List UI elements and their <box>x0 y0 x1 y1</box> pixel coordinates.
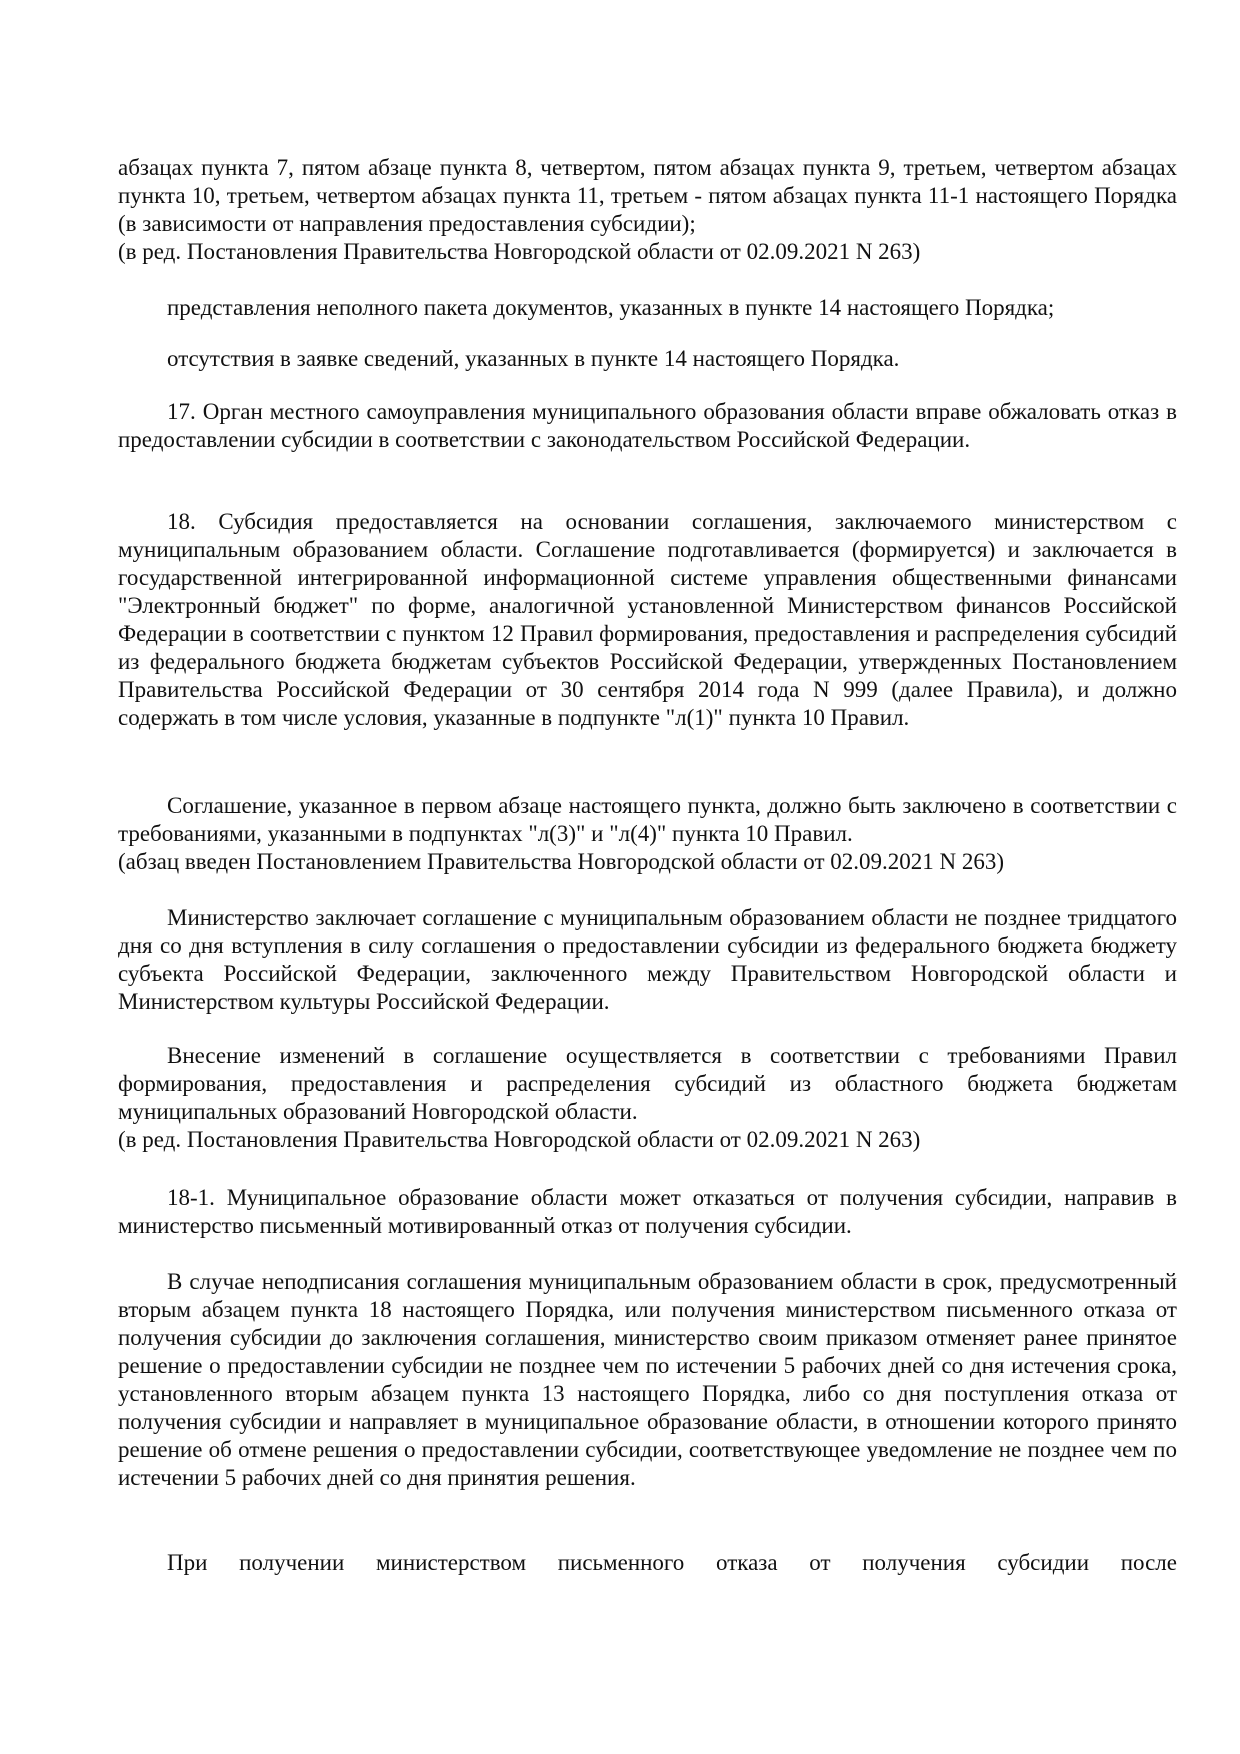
amendment-note: (в ред. Постановления Правительства Новгородской области от 02.09.2021 N 263) <box>118 239 921 264</box>
paragraph-incomplete-docs: представления неполного пакета документов, указанных в пункте 14 настоящего Порядка; <box>167 295 1055 320</box>
amendment-note: (абзац введен Постановлением Правительства Новгородской области от 02.09.2021 N 263) <box>118 849 1005 874</box>
paragraph-amendments: Внесение изменений в соглашение осуществляется в соответствии с требованиями Правил формирования, предоставления и распределения субсидий из областного бюджета бюджетам муниципальных образований Новгородской области. <box>118 1043 1177 1124</box>
amendment-note: (в ред. Постановления Правительства Новгородской области от 02.09.2021 N 263) <box>118 1127 921 1152</box>
paragraph-17: 17. Орган местного самоуправления муниципального образования области вправе обжаловать отказ в предоставлении субсидии в соответствии с законодательством Российской Федерации. <box>118 399 1177 452</box>
paragraph-18-1: 18-1. Муниципальное образование области может отказаться от получения субсидии, направив в министерство письменный мотивированный отказ от получения субсидии. <box>118 1185 1177 1238</box>
paragraph-ministry-agreement: Министерство заключает соглашение с муниципальным образованием области не позднее тридцатого дня со дня вступления в силу соглашения о предоставлении субсидии из федерального бюджета бюджету субъекта Российской Федерации, заключенного между Правительством Новгородской области и Министерством культуры Российской Федерации. <box>118 905 1177 1014</box>
paragraph-18: 18. Субсидия предоставляется на основании соглашения, заключаемого министерством с муниципальным образованием области. Соглашение подготавливается (формируется) и заключается в государственной интегрированной информационной системе управления общественными финансами "Электронный бюджет" по форме, аналогичной установленной Министерством финансов Российской Федерации в соответствии с пунктом 12 Правил формирования, предоставления и распределения субсидий из федерального бюджета бюджетам субъектов Российской Федерации, утвержденных Постановлением Правительства Российской Федерации от 30 сентября 2014 года N 999 (далее Правила), и должно содержать в том числе условия, указанные в подпункте "л(1)" пункта 10 Правил. <box>118 509 1177 730</box>
paragraph-agreement: Соглашение, указанное в первом абзаце настоящего пункта, должно быть заключено в соответствии с требованиями, указанными в подпунктах "л(3)" и "л(4)" пункта 10 Правил. <box>118 793 1177 846</box>
paragraph-non-signing: В случае неподписания соглашения муниципальным образованием области в срок, предусмотренный вторым абзацем пункта 18 настоящего Порядка, или получения министерством письменного отказа от получения субсидии до заключения соглашения, министерство своим приказом отменяет ранее принятое решение о предоставлении субсидии не позднее чем по истечении 5 рабочих дней со дня истечения срока, установленного вторым абзацем пункта 13 настоящего Порядка, либо со дня поступления отказа от получения субсидии и направляет в муниципальное образование области, в отношении которого принято решение об отмене решения о предоставлении субсидии, соответствующее уведомление не позднее чем по истечении 5 рабочих дней со дня принятия решения. <box>118 1269 1177 1490</box>
paragraph-continuation: абзацах пункта 7, пятом абзаце пункта 8, четвертом, пятом абзацах пункта 9, третьем, четвертом абзацах пункта 10, третьем, четвертом абзацах пункта 11, третьем - пятом абзацах пункта 11-1 настоящего Порядка (в зависимости от направления предоставления субсидии); <box>118 155 1177 236</box>
paragraph-refusal-after: При получении министерством письменного отказа от получения субсидии после <box>167 1550 1177 1575</box>
paragraph-missing-info: отсутствия в заявке сведений, указанных в пункте 14 настоящего Порядка. <box>167 346 900 371</box>
